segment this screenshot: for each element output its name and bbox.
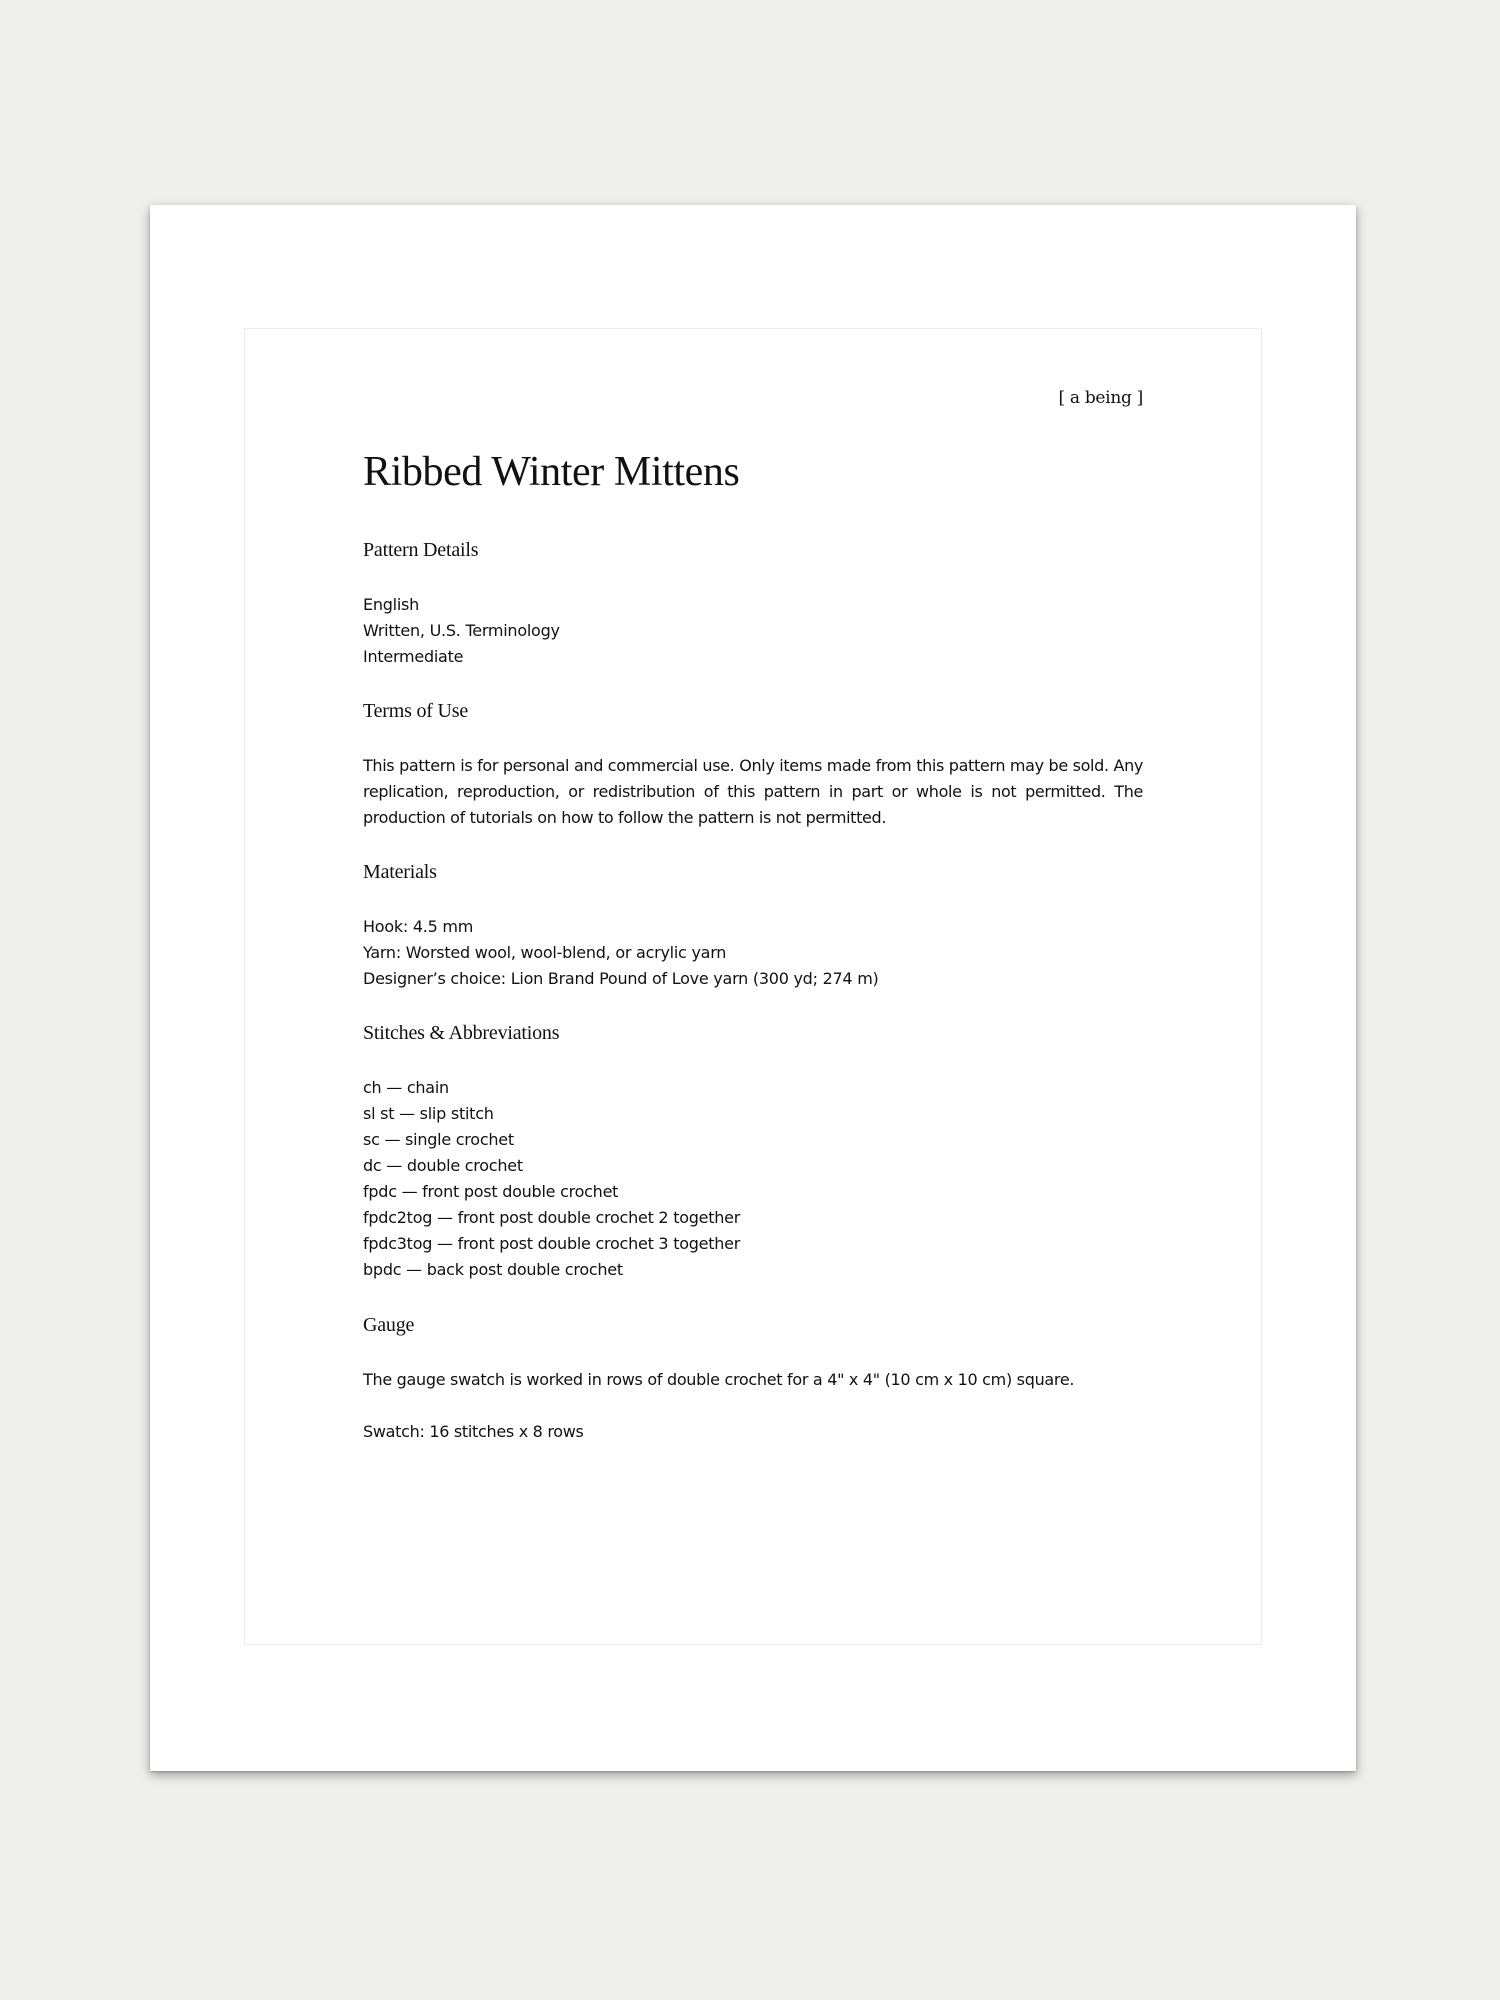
pattern-details-list: [363, 592, 560, 670]
list-item: Hook: 4.5 mm: [363, 917, 474, 936]
list-item: fpdc3tog — front post double crochet 3 together: [363, 1234, 741, 1253]
list-item: sl st — slip stitch: [363, 1104, 494, 1123]
pattern-details-heading: Pattern Details: [363, 539, 479, 561]
list-item: Designer’s choice: Lion Brand Pound of Love yarn (300 yd; 274 m): [363, 969, 879, 988]
terms-of-use-text: This pattern is for personal and commercial use. Only items made from this pattern may be sold. Any replication, reproduction, or redistribution of this pattern in part or whole is not permitted. The production of tutorials on how to follow the pattern is not permitted.: [363, 756, 1143, 827]
materials-list: [363, 914, 879, 992]
materials-heading: Materials: [363, 861, 437, 883]
stitches-list: [363, 1075, 740, 1283]
stitches-heading: Stitches & Abbreviations: [363, 1022, 560, 1044]
terms-of-use-heading: Terms of Use: [363, 700, 469, 722]
list-item: Intermediate: [363, 647, 464, 666]
list-item: sc — single crochet: [363, 1130, 514, 1149]
gauge-heading: Gauge: [363, 1314, 415, 1336]
list-item: ch — chain: [363, 1078, 449, 1097]
gauge-text: The gauge swatch is worked in rows of double crochet for a 4" x 4" (10 cm x 10 cm) square.: [363, 1370, 1075, 1389]
brand-mark: [ a being ]: [1058, 388, 1143, 408]
list-item: fpdc2tog — front post double crochet 2 together: [363, 1208, 741, 1227]
list-item: Written, U.S. Terminology: [363, 621, 560, 640]
gauge-swatch: Swatch: 16 stitches x 8 rows: [363, 1422, 584, 1441]
list-item: dc — double crochet: [363, 1156, 523, 1175]
list-item: Yarn: Worsted wool, wool-blend, or acrylic yarn: [363, 943, 727, 962]
page-title: Ribbed Winter Mittens: [363, 449, 740, 495]
list-item: bpdc — back post double crochet: [363, 1260, 623, 1279]
list-item: fpdc — front post double crochet: [363, 1182, 619, 1201]
list-item: English: [363, 595, 420, 614]
